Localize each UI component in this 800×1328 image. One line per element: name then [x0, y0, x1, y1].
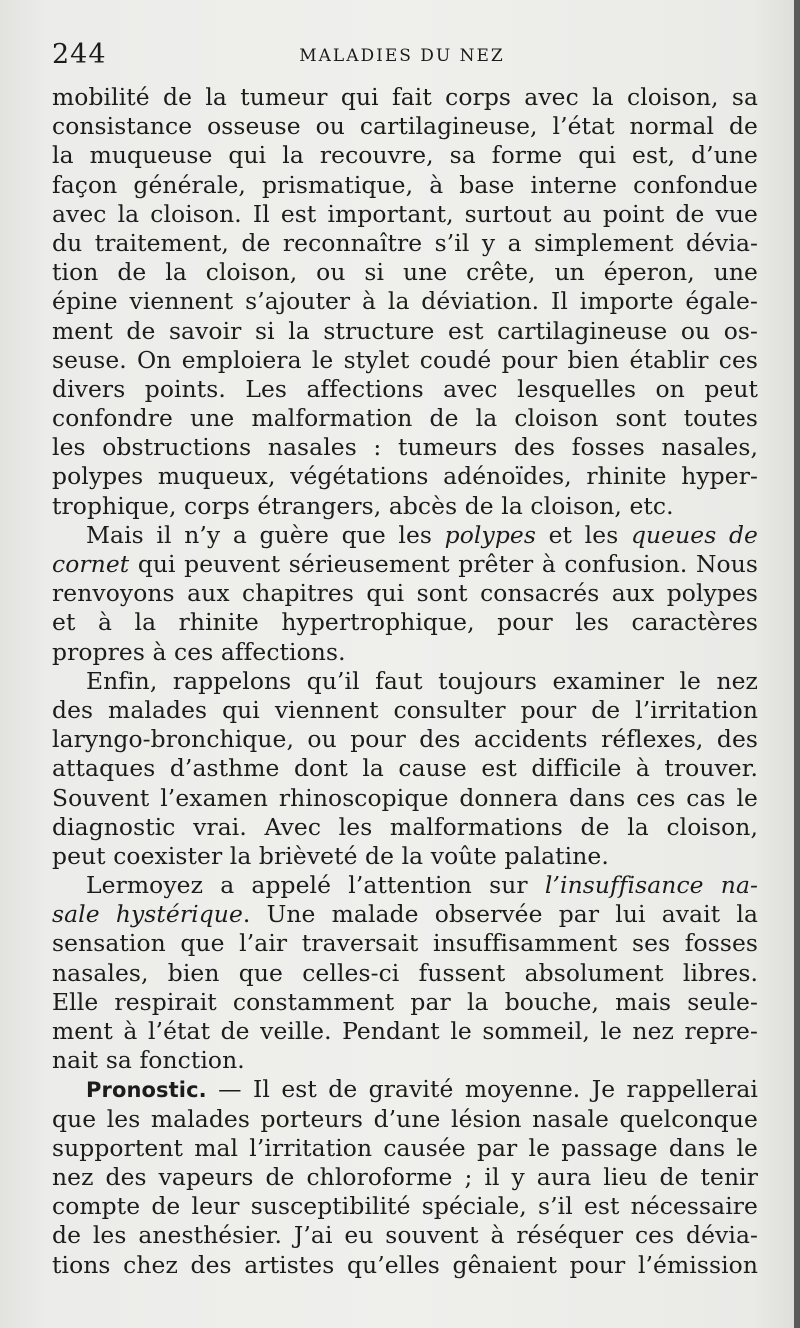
- text-line: Enfin, rappelons qu’il faut toujours examiner le nez: [86, 666, 758, 695]
- text-line: sale hystérique. Une malade observée par lui avait la: [52, 900, 758, 929]
- text-line: de les anesthésier. J’ai eu souvent à réséquer ces dévia-: [52, 1221, 758, 1250]
- text-line: que les malades porteurs d’une lésion nasale quelconque: [52, 1104, 758, 1133]
- text-line: nait sa fonction.: [52, 1046, 245, 1075]
- running-head: [52, 38, 752, 72]
- text-line: épine viennent s’ajouter à la déviation. Il importe égale-: [52, 287, 758, 316]
- text-line: polypes muqueux, végétations adénoïdes, rhinite hyper-: [52, 462, 758, 491]
- text-line: nez des vapeurs de chloroforme ; il y aura lieu de tenir: [52, 1162, 758, 1191]
- text-line: peut coexister la brièveté de la voûte palatine.: [52, 841, 609, 870]
- text-line: Elle respirait constamment par la bouche, mais seule-: [52, 987, 758, 1016]
- text-line: du traitement, de reconnaître s’il y a simplement dévia-: [52, 228, 758, 257]
- text-line: façon générale, prismatique, à base interne confondue: [52, 170, 758, 199]
- text-line: mobilité de la tumeur qui fait corps avec la cloison, sa: [52, 83, 758, 111]
- text-line: avec la cloison. Il est important, surtout au point de vue: [52, 199, 758, 228]
- text-line: renvoyons aux chapitres qui sont consacrés aux polypes: [52, 579, 758, 608]
- text-line: Lermoyez a appelé l’attention sur l’insuffisance na-: [86, 871, 758, 900]
- text-line: diagnostic vrai. Avec les malformations de la cloison,: [52, 812, 758, 841]
- text-line: tions chez des artistes qu’elles gênaient pour l’émission: [52, 1250, 758, 1279]
- text-line: seuse. On emploiera le stylet coudé pour bien établir ces: [52, 345, 758, 374]
- running-title: MALADIES DU NEZ: [299, 46, 505, 66]
- text-line: laryngo-bronchique, ou pour des accidents réflexes, des: [52, 725, 758, 754]
- text-line: ment de savoir si la structure est cartilagineuse ou os-: [52, 316, 758, 345]
- text-line: nasales, bien que celles-ci fussent absolument libres.: [52, 958, 758, 987]
- text-line: supportent mal l’irritation causée par le passage dans le: [52, 1133, 758, 1162]
- text-line: divers points. Les affections avec lesquelles on peut: [52, 374, 758, 403]
- text-line: Souvent l’examen rhinoscopique donnera dans ces cas le: [52, 783, 758, 812]
- text-line: Mais il n’y a guère que les polypes et les queues de: [86, 520, 758, 549]
- text-line: sensation que l’air traversait insuffisamment ses fosses: [52, 929, 758, 958]
- text-line: les obstructions nasales : tumeurs des fosses nasales,: [52, 433, 758, 462]
- text-line: compte de leur susceptibilité spéciale, s’il est nécessaire: [52, 1192, 758, 1221]
- text-line: cornet qui peuvent sérieusement prêter à confusion. Nous: [52, 550, 758, 578]
- text-line: ment à l’état de veille. Pendant le sommeil, le nez repre-: [52, 1017, 758, 1045]
- text-line: des malades qui viennent consulter pour de l’irritation: [52, 695, 758, 724]
- text-line: trophique, corps étrangers, abcès de la cloison, etc.: [52, 491, 674, 520]
- text-line: la muqueuse qui la recouvre, sa forme qui est, d’une: [52, 141, 758, 170]
- text-line: propres à ces affections.: [52, 637, 346, 666]
- text-line: Pronostic. — Il est de gravité moyenne. Je rappellerai: [86, 1075, 758, 1104]
- text-line: et à la rhinite hypertrophique, pour les caractères: [52, 608, 758, 637]
- text-line: tion de la cloison, ou si une crête, un éperon, une: [52, 258, 758, 287]
- text-line: consistance osseuse ou cartilagineuse, l’état normal de: [52, 112, 758, 141]
- text-line: attaques d’asthme dont la cause est difficile à trouver.: [52, 754, 758, 783]
- text-line: confondre une malformation de la cloison sont toutes: [52, 404, 758, 433]
- text-body: [52, 83, 758, 1280]
- page-number: 244: [52, 39, 107, 70]
